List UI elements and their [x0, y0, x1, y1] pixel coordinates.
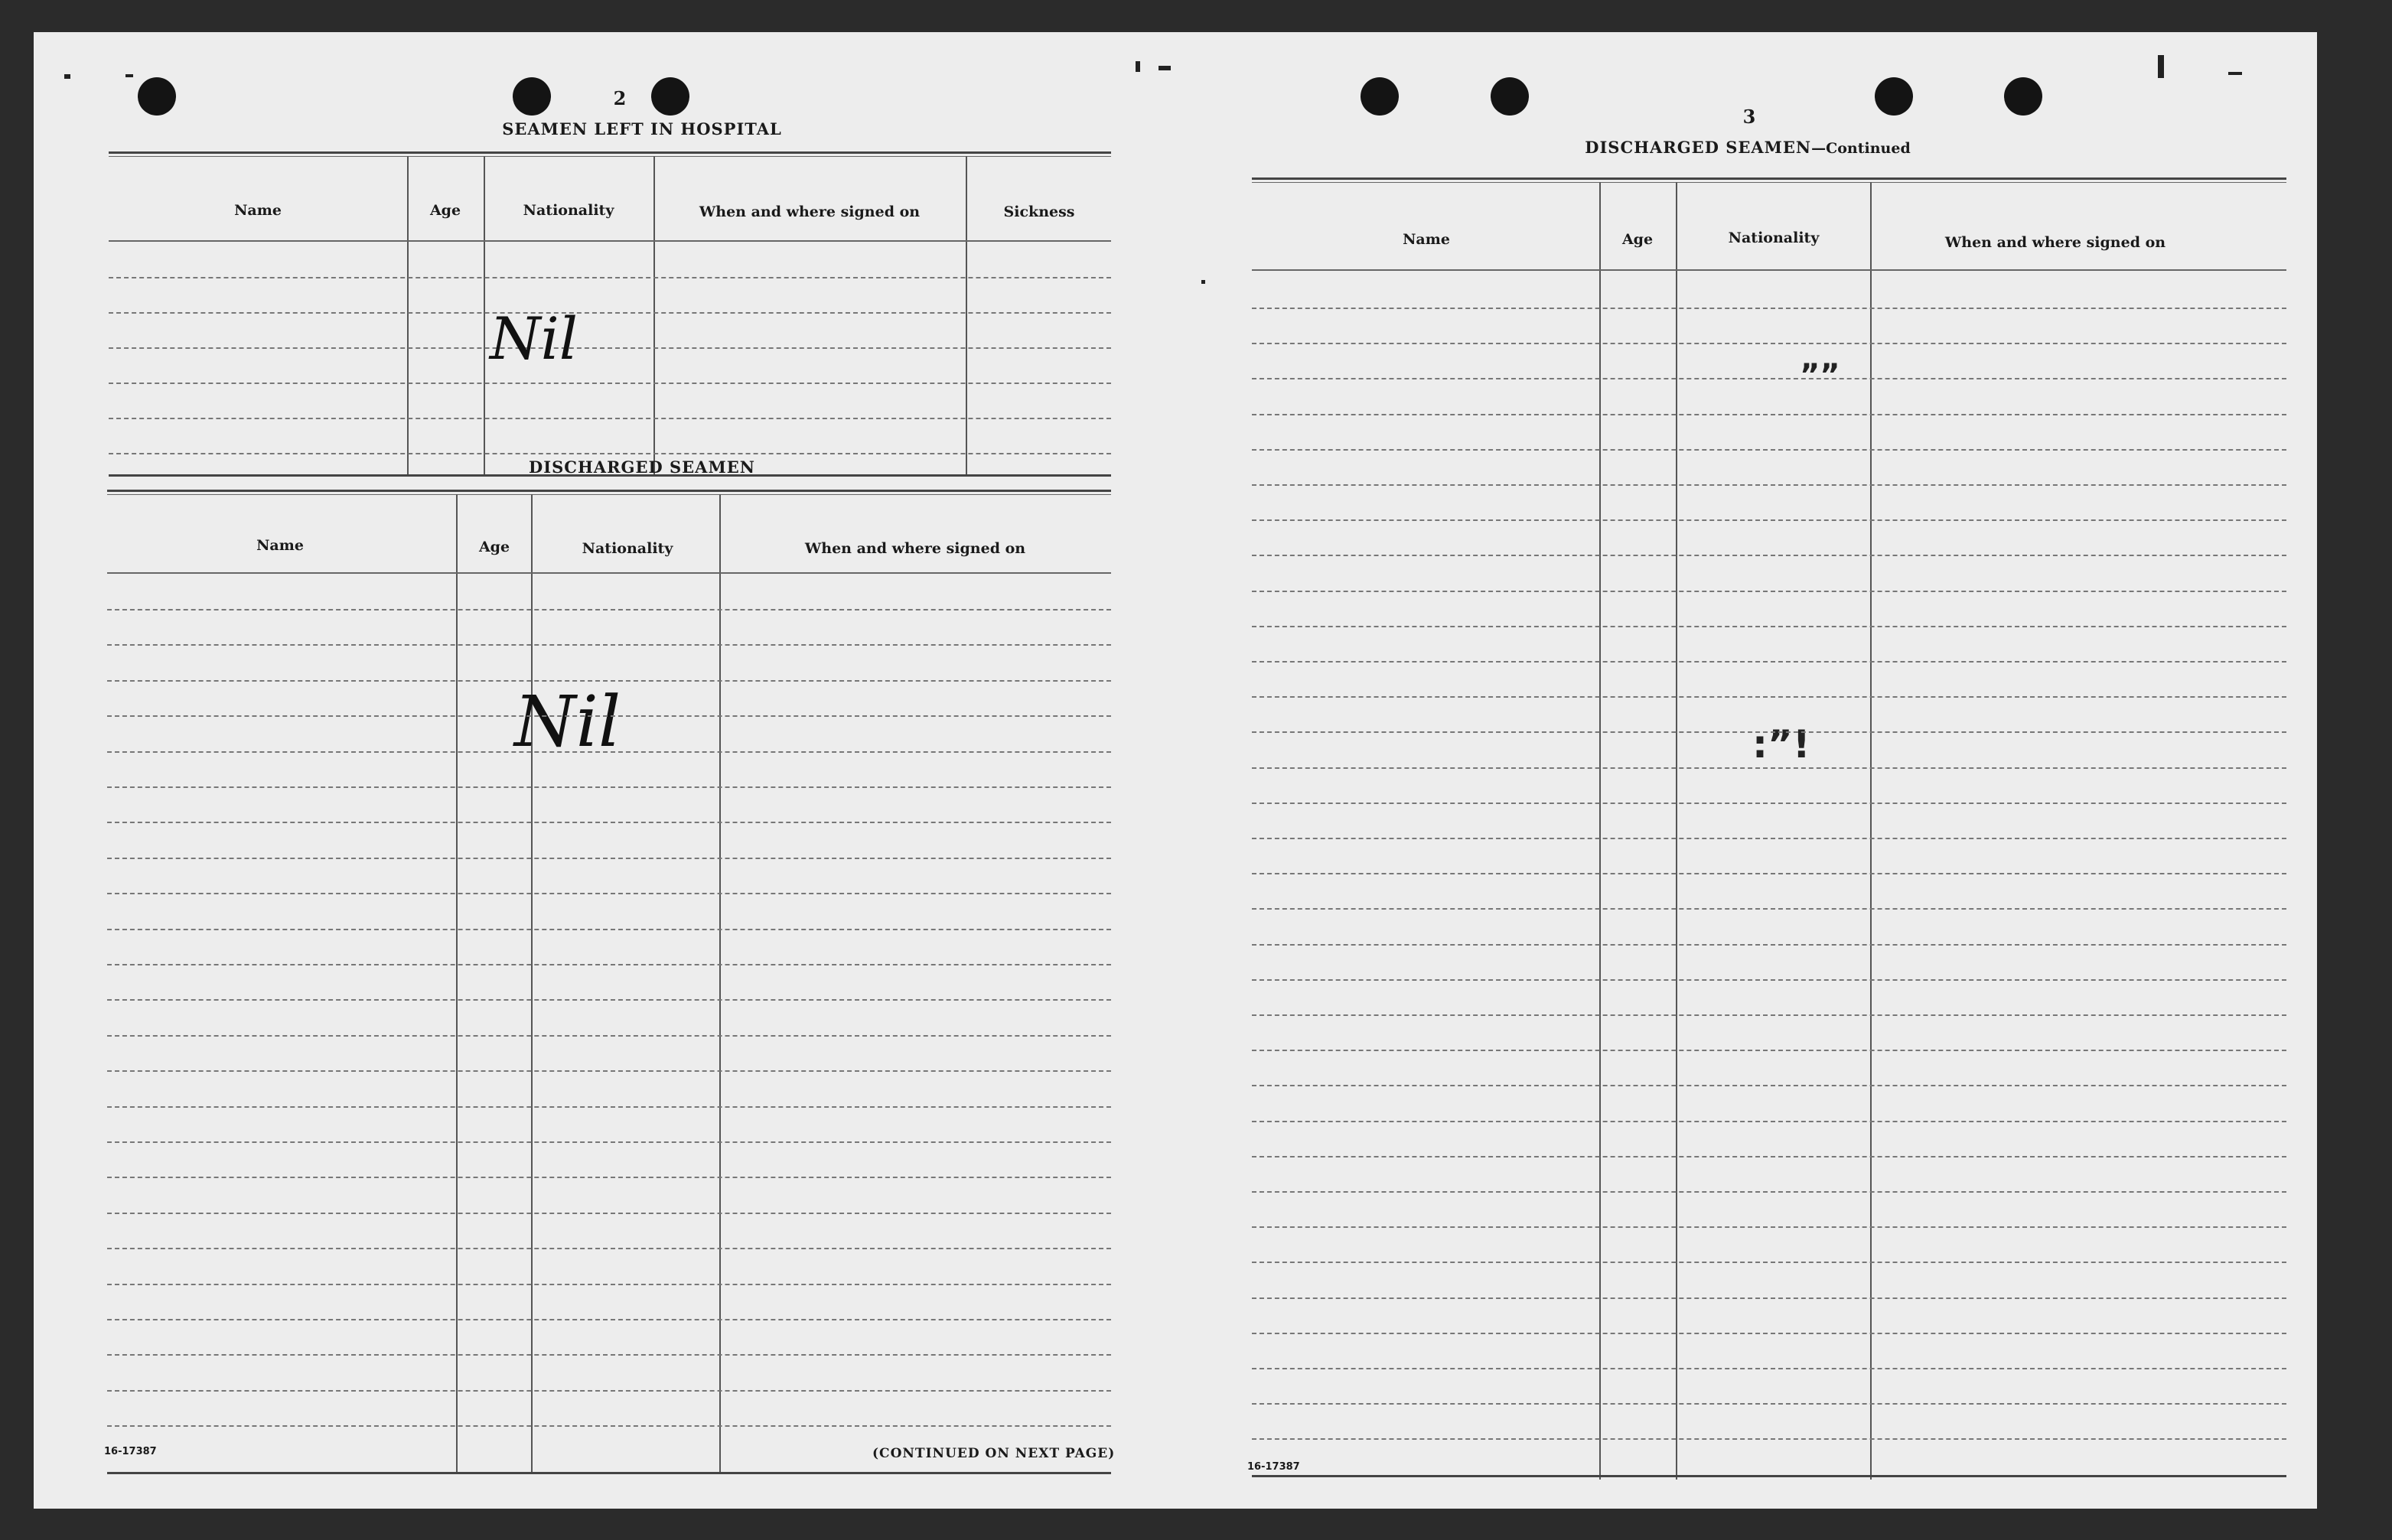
hospital-col-sickness: Sickness [1003, 203, 1075, 220]
punch-hole [651, 77, 689, 116]
ruling-line [1252, 484, 2286, 486]
discharged-col-name: Name [256, 537, 304, 554]
document-sheet [34, 32, 2317, 1509]
ruling-line [107, 1390, 1111, 1392]
ruling-line [1252, 1085, 2286, 1086]
hospital-col-nationality: Nationality [523, 202, 614, 219]
ruling-line [107, 893, 1111, 894]
ruling-line [107, 1035, 1111, 1037]
ruling-line [1252, 1368, 2286, 1369]
scan-speck [1201, 280, 1205, 284]
continued-note: (CONTINUED ON NEXT PAGE) [872, 1446, 1116, 1461]
discharged-table-left [107, 490, 1111, 1477]
form-number-left: 16-17387 [104, 1446, 157, 1457]
ruling-line [1252, 661, 2286, 663]
scan-speck [64, 74, 70, 79]
hospital-table [109, 151, 1111, 480]
punch-hole [1875, 77, 1913, 116]
discharged-section-title-right [1541, 138, 1954, 157]
hospital-col-name: Name [234, 202, 282, 219]
ruling-line [1252, 1438, 2286, 1440]
ditto-mark: :”! [1752, 722, 1810, 767]
ruling-line [107, 929, 1111, 930]
ruling-line [107, 680, 1111, 682]
discharged-table-right [1252, 177, 2286, 1483]
ruling-line [107, 1213, 1111, 1214]
scan-speck [2228, 72, 2242, 75]
ruling-line [107, 1354, 1111, 1356]
ruling-line [1252, 838, 2286, 839]
ruling-line [1252, 979, 2286, 981]
punch-hole [1361, 77, 1399, 116]
ruling-line [107, 858, 1111, 859]
ruling-line [1252, 1403, 2286, 1405]
scan-speck [2158, 55, 2164, 78]
discharged-col-nationality: Nationality [582, 540, 673, 557]
discharged-section-title-left: DISCHARGED SEAMEN [529, 457, 755, 477]
discharged-title-main: DISCHARGED SEAMEN [1585, 138, 1812, 157]
right-col-nationality: Nationality [1728, 230, 1820, 246]
scan-speck [1159, 66, 1171, 70]
ruling-line [1252, 696, 2286, 698]
table-bottom-rule [1252, 1475, 2286, 1477]
ruling-line [107, 1177, 1111, 1178]
right-col-signed-on: When and where signed on [1944, 234, 2166, 251]
ruling-line [1252, 1226, 2286, 1228]
ruling-line [107, 715, 1111, 717]
hospital-col-age: Age [429, 202, 461, 219]
ruling-line [1252, 873, 2286, 874]
ruling-line [1252, 731, 2286, 733]
ruling-line [107, 1284, 1111, 1285]
punch-hole [513, 77, 551, 116]
ruling-line [107, 1319, 1111, 1320]
ruling-line [1252, 1191, 2286, 1193]
ruling-line [1252, 449, 2286, 451]
hospital-col-signed-on: When and where signed on [699, 203, 921, 220]
ditto-mark: ”” [1800, 358, 1840, 393]
hospital-nil-entry: Nil [490, 304, 578, 373]
ruling-line [1252, 626, 2286, 627]
ruling-line [1252, 767, 2286, 769]
ruling-line [1252, 1014, 2286, 1016]
ruling-line [1252, 555, 2286, 556]
ruling-line [107, 609, 1111, 610]
ruling-line [107, 1141, 1111, 1143]
ruling-line [107, 751, 1111, 753]
discharged-nil-entry: Nil [514, 681, 621, 763]
ruling-line [1252, 414, 2286, 415]
ruling-line [107, 1070, 1111, 1072]
ruling-line [1252, 1333, 2286, 1334]
ruling-line [107, 1425, 1111, 1427]
discharged-col-signed-on: When and where signed on [804, 540, 1026, 557]
ruling-line [1252, 591, 2286, 592]
discharged-col-age: Age [478, 539, 510, 555]
page-number-left: 2 [613, 87, 627, 109]
ruling-line [1252, 308, 2286, 309]
ruling-line [1252, 343, 2286, 344]
ruling-line [1252, 803, 2286, 804]
ruling-line [1252, 378, 2286, 379]
scan-speck [125, 74, 133, 77]
ruling-line [1252, 1156, 2286, 1157]
right-col-name: Name [1403, 231, 1450, 248]
punch-hole [1491, 77, 1529, 116]
discharged-title-continued: —Continued [1811, 140, 1911, 157]
right-col-age: Age [1621, 231, 1654, 248]
punch-hole [2004, 77, 2042, 116]
ruling-line [107, 786, 1111, 788]
ruling-line [1252, 1050, 2286, 1051]
ruling-line [1252, 1297, 2286, 1299]
ruling-line [1252, 908, 2286, 910]
hospital-section-title: SEAMEN LEFT IN HOSPITAL [502, 119, 782, 138]
ruling-line [107, 822, 1111, 823]
ruling-line [107, 1248, 1111, 1249]
punch-hole [138, 77, 176, 116]
ruling-line [107, 999, 1111, 1001]
table-bottom-rule [107, 1472, 1111, 1474]
ruling-line [107, 964, 1111, 965]
ruling-line [1252, 1121, 2286, 1122]
ruling-line [1252, 1262, 2286, 1263]
scan-speck [1136, 61, 1140, 72]
ruling-line [1252, 944, 2286, 946]
ruling-line [1252, 519, 2286, 521]
ruling-line [107, 1106, 1111, 1108]
page-number-right: 3 [1742, 106, 1756, 128]
form-number-right: 16-17387 [1247, 1461, 1300, 1473]
ruling-line [107, 644, 1111, 646]
